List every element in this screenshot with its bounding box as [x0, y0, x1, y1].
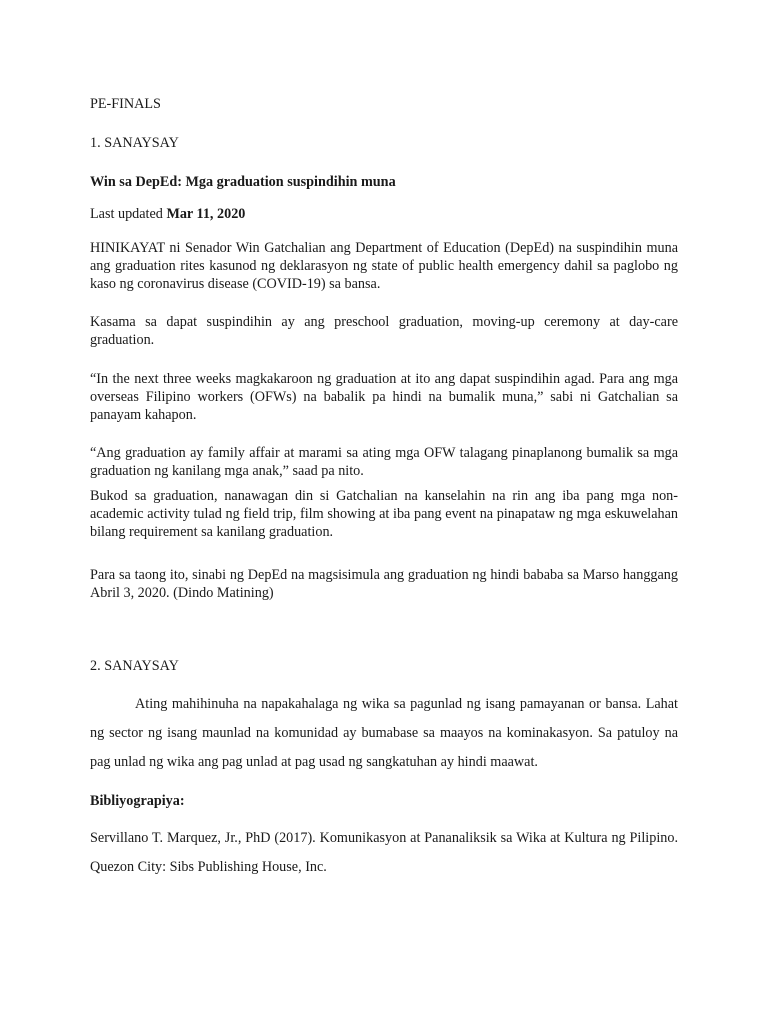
- article-paragraph-2: Kasama sa dapat suspindihin ay ang preschool graduation, moving-up ceremony at day-care graduation.: [90, 314, 678, 348]
- last-updated-line: [90, 205, 678, 223]
- article-paragraph-1: HINIKAYAT ni Senador Win Gatchalian ang Department of Education (DepEd) na suspindihin muna ang graduation rites kasunod ng deklarasyon ng state of public health emergency dahil sa paglobo ng kaso ng coronavirus disease (COVID-19) sa bansa.: [90, 240, 678, 292]
- article-paragraph-6: Para sa taong ito, sinabi ng DepEd na magsisimula ang graduation ng hindi bababa sa Marso hanggang Abril 3, 2020. (Dindo Matining): [90, 567, 678, 601]
- article-paragraph-5: Bukod sa graduation, nanawagan din si Gatchalian na kanselahin na rin ang iba pang mga non-academic activity tulad ng field trip, film showing at iba pang event na pinapataw ng mga eskuwelahan bilang requirement sa kanilang graduation.: [90, 488, 678, 540]
- section-1-title: 1. SANAYSAY: [90, 135, 179, 151]
- bibliography-heading: Bibliyograpiya:: [90, 793, 185, 809]
- last-updated-date: Mar 11, 2020: [166, 206, 246, 222]
- document-heading: PE-FINALS: [90, 96, 161, 112]
- section-2-paragraph: Ating mahihinuha na napakahalaga ng wika sa pagunlad ng isang pamayanan or bansa. Lahat ng sector ng isang maunlad na komunidad ay bumabase sa maayos na kominakasyon. Sa patuloy na pag unlad ng wika ang pag unlad at pag usad ng sangkatuhan ay hindi maawat.: [90, 696, 678, 770]
- article-title: Win sa DepEd: Mga graduation suspindihin muna: [90, 174, 396, 190]
- article-paragraph-3: “In the next three weeks magkakaroon ng graduation at ito ang dapat suspindihin agad. Para ang mga overseas Filipino workers (OFWs) na babalik pa hindi na bumalik muna,” sabi ni Gatchalian sa panayam kahapon.: [90, 371, 678, 423]
- article-paragraph-4: “Ang graduation ay family affair at marami sa ating mga OFW talagang pinaplanong bumalik sa mga graduation ng kanilang mga anak,” saad pa nito.: [90, 445, 678, 479]
- bibliography-entry: Servillano T. Marquez, Jr., PhD (2017). Komunikasyon at Pananaliksik sa Wika at Kultura ng Pilipino. Quezon City: Sibs Publishing House, Inc.: [90, 830, 678, 875]
- section-2-title: 2. SANAYSAY: [90, 658, 179, 674]
- last-updated-label: Last updated: [90, 206, 163, 222]
